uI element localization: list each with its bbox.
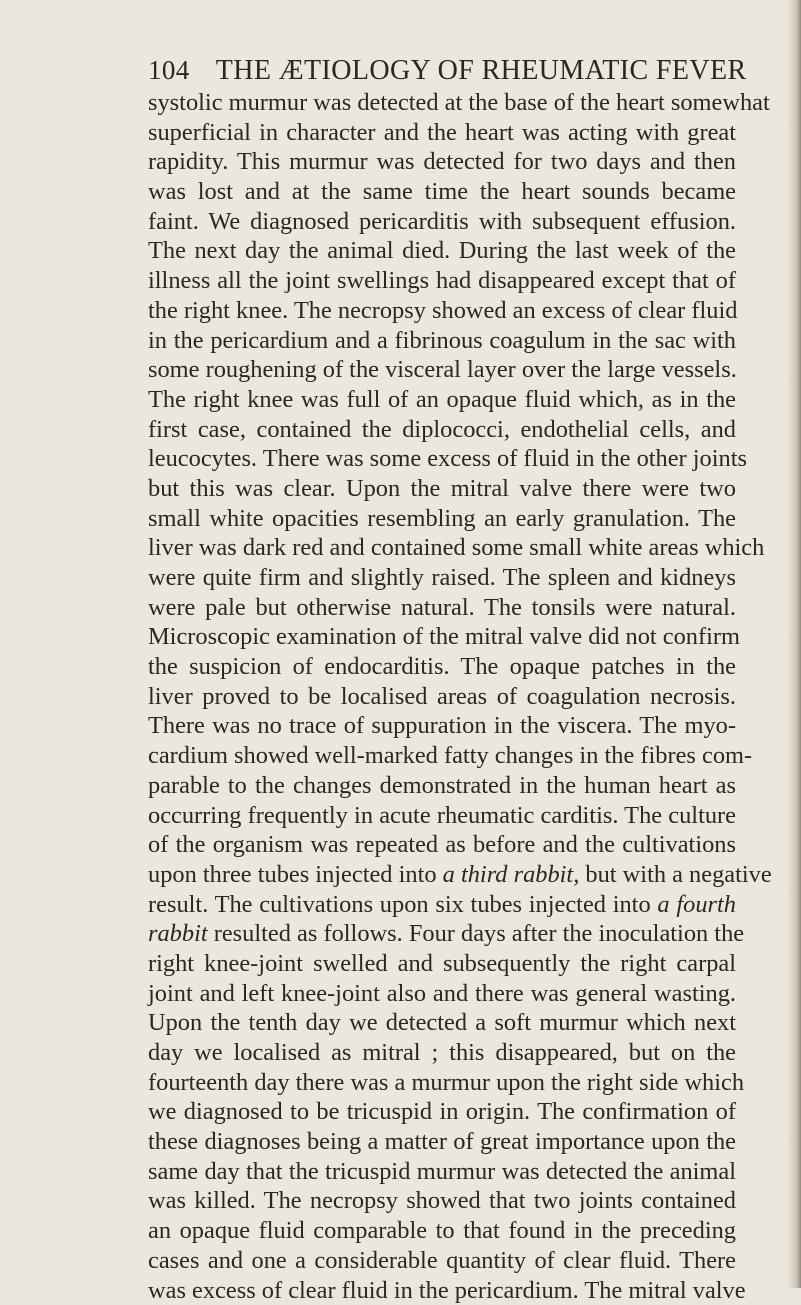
text-line: liver proved to be localised areas of coagulation necrosis. <box>148 682 736 712</box>
text-line: systolic murmur was detected at the base of the heart somewhat <box>148 88 736 118</box>
text-line: occurring frequently in acute rheumatic carditis. The culture <box>148 801 736 831</box>
text-line: The right knee was full of an opaque fluid which, as in the <box>148 385 736 415</box>
text-line: the right knee. The necropsy showed an excess of clear fluid <box>148 296 736 326</box>
text-line <box>148 890 736 920</box>
text-line: cardium showed well-marked fatty changes in the fibres com- <box>148 741 736 771</box>
text-line: joint and left knee-joint also and there was general wasting. <box>148 979 736 1009</box>
italic-text: a fourth <box>657 891 736 918</box>
text-segment: upon three tubes injected into <box>148 861 443 888</box>
text-line: we diagnosed to be tricuspid in origin. The confirmation of <box>148 1097 736 1127</box>
text-line: leucocytes. There was some excess of fluid in the other joints <box>148 444 736 474</box>
text-line: liver was dark red and contained some small white areas which <box>148 533 736 563</box>
text-line: superficial in character and the heart was acting with great <box>148 118 736 148</box>
text-line: some roughening of the visceral layer over the large vessels. <box>148 355 736 385</box>
italic-text: a third rabbit, <box>443 861 580 888</box>
text-line: fourteenth day there was a murmur upon the right side which <box>148 1068 736 1098</box>
text-line: There was no trace of suppuration in the viscera. The myo- <box>148 711 736 741</box>
text-line: was lost and at the same time the heart sounds became <box>148 177 736 207</box>
text-segment: but with a negative <box>579 861 771 888</box>
text-line: but this was clear. Upon the mitral valve there were two <box>148 474 736 504</box>
text-line: same day that the tricuspid murmur was detected the animal <box>148 1157 736 1187</box>
text-line: first case, contained the diplococci, endothelial cells, and <box>148 415 736 445</box>
text-line: of the organism was repeated as before and the cultivations <box>148 830 736 860</box>
text-segment: resulted as follows. Four days after the inoculation the <box>208 920 744 947</box>
text-line: was killed. The necropsy showed that two joints contained <box>148 1186 736 1216</box>
text-line: were pale but otherwise natural. The tonsils were natural. <box>148 593 736 623</box>
text-line <box>148 919 736 949</box>
text-line: small white opacities resembling an early granulation. The <box>148 504 736 534</box>
text-line: day we localised as mitral ; this disappeared, but on the <box>148 1038 736 1068</box>
text-line: these diagnoses being a matter of great importance upon the <box>148 1127 736 1157</box>
text-line: The next day the animal died. During the last week of the <box>148 236 736 266</box>
page-number: 104 <box>148 50 190 90</box>
text-line: was excess of clear fluid in the pericardium. The mitral valve <box>148 1276 736 1305</box>
text-line: rapidity. This murmur was detected for two days and then <box>148 147 736 177</box>
text-line: Upon the tenth day we detected a soft murmur which next <box>148 1008 736 1038</box>
text-line: the suspicion of endocarditis. The opaque patches in the <box>148 652 736 682</box>
text-line: an opaque fluid comparable to that found in the preceding <box>148 1216 736 1246</box>
text-line: right knee-joint swelled and subsequently the right carpal <box>148 949 736 979</box>
text-line: Microscopic examination of the mitral valve did not confirm <box>148 622 736 652</box>
text-line: cases and one a considerable quantity of clear fluid. There <box>148 1246 736 1276</box>
text-line: illness all the joint swellings had disappeared except that of <box>148 266 736 296</box>
text-line: parable to the changes demonstrated in the human heart as <box>148 771 736 801</box>
page-edge-shadow <box>787 0 801 1288</box>
text-line: were quite firm and slightly raised. The spleen and kidneys <box>148 563 736 593</box>
text-segment: result. The cultivations upon six tubes injected into <box>148 891 657 918</box>
page-header <box>148 50 708 90</box>
text-line: faint. We diagnosed pericarditis with subsequent effusion. <box>148 207 736 237</box>
body-text <box>148 88 736 1305</box>
running-head: THE ÆTIOLOGY OF RHEUMATIC FEVER <box>216 51 747 91</box>
text-line: in the pericardium and a fibrinous coagulum in the sac with <box>148 326 736 356</box>
text-line <box>148 860 736 890</box>
italic-text: rabbit <box>148 920 208 947</box>
